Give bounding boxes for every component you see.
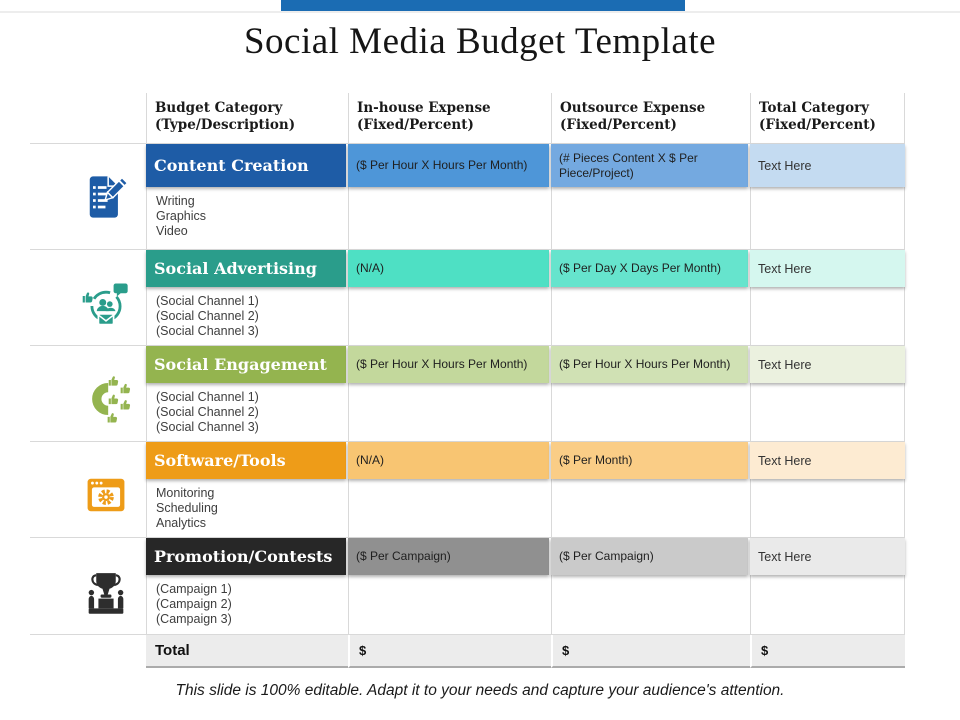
inhouse-expense-cell: ($ Per Hour X Hours Per Month) — [348, 346, 549, 383]
header-total-category — [750, 93, 905, 143]
total-label-cell: Total — [146, 635, 348, 668]
empty-cell — [348, 287, 551, 345]
header-title: Budget Category — [155, 100, 283, 116]
total-spacer-cell — [30, 635, 146, 668]
description-line: (Campaign 3) — [156, 612, 232, 626]
description-line: (Social Channel 1) — [156, 294, 259, 308]
description-line: (Social Channel 2) — [156, 309, 259, 323]
empty-cell — [348, 575, 551, 634]
category-description — [146, 187, 348, 249]
total-inhouse-cell: $ — [348, 635, 551, 668]
description-line: Monitoring — [156, 486, 215, 500]
category-name-cell: Social Advertising — [146, 250, 346, 287]
category-description — [146, 479, 348, 537]
header-subtitle: (Type/Description) — [155, 116, 296, 133]
note-pencil-icon — [80, 171, 132, 223]
total-row — [30, 634, 905, 668]
slide-title: Social Media Budget Template — [243, 21, 717, 62]
section-social-advertising — [30, 249, 905, 345]
empty-cell — [348, 187, 551, 249]
total-total-cell: $ — [750, 635, 905, 668]
software-window-icon — [80, 469, 132, 521]
icon-cell — [30, 538, 146, 634]
header-title: Outsource Expense — [560, 100, 706, 116]
outsource-expense-cell: ($ Per Day X Days Per Month) — [551, 250, 748, 287]
header-spacer-cell — [30, 93, 146, 143]
icon-cell — [30, 442, 146, 537]
icon-cell — [30, 144, 146, 249]
table-header-row — [30, 93, 905, 143]
inhouse-expense-cell: (N/A) — [348, 442, 549, 479]
header-subtitle: (Fixed/Percent) — [560, 116, 677, 133]
category-description — [146, 287, 348, 345]
total-category-cell: Text Here — [750, 250, 905, 287]
description-line: Video — [156, 224, 188, 238]
section-social-engagement — [30, 345, 905, 441]
budget-table — [30, 93, 905, 668]
empty-cell — [551, 479, 750, 537]
footer-note: This slide is 100% editable. Adapt it to your needs and capture your audience's attention. — [175, 682, 785, 699]
description-line: (Social Channel 1) — [156, 390, 259, 404]
description-line: Scheduling — [156, 501, 218, 515]
header-outsource-expense — [551, 93, 750, 143]
outsource-expense-cell: ($ Per Hour X Hours Per Month) — [551, 346, 748, 383]
empty-cell — [750, 575, 905, 634]
header-title: Total Category — [759, 100, 870, 116]
total-category-cell: Text Here — [750, 538, 905, 575]
inhouse-expense-cell: ($ Per Hour X Hours Per Month) — [348, 144, 549, 187]
inhouse-expense-cell: (N/A) — [348, 250, 549, 287]
description-line: (Campaign 2) — [156, 597, 232, 611]
header-inhouse-expense — [348, 93, 551, 143]
empty-cell — [551, 287, 750, 345]
description-line: Graphics — [156, 209, 207, 223]
total-outsource-cell: $ — [551, 635, 750, 668]
empty-cell — [750, 479, 905, 537]
top-accent-bar — [281, 0, 685, 11]
description-line: Writing — [156, 194, 195, 208]
description-line: (Campaign 1) — [156, 582, 232, 596]
empty-cell — [348, 479, 551, 537]
header-subtitle: (Fixed/Percent) — [357, 116, 474, 133]
category-name-cell: Software/Tools — [146, 442, 346, 479]
section-promotion-contests — [30, 537, 905, 634]
empty-cell — [750, 383, 905, 441]
empty-cell — [551, 383, 750, 441]
empty-cell — [750, 187, 905, 249]
social-network-icon — [80, 277, 132, 329]
total-category-cell: Text Here — [750, 144, 905, 187]
header-subtitle: (Fixed/Percent) — [759, 116, 876, 133]
top-divider-line — [0, 11, 960, 13]
total-category-cell: Text Here — [750, 346, 905, 383]
empty-cell — [551, 575, 750, 634]
category-description — [146, 383, 348, 441]
category-description — [146, 575, 348, 634]
header-title: In-house Expense — [357, 100, 491, 116]
description-line: (Social Channel 3) — [156, 324, 259, 338]
magnet-thumbs-icon — [80, 373, 132, 425]
inhouse-expense-cell: ($ Per Campaign) — [348, 538, 549, 575]
header-budget-category — [146, 93, 348, 143]
empty-cell — [551, 187, 750, 249]
total-category-cell: Text Here — [750, 442, 905, 479]
empty-cell — [750, 287, 905, 345]
empty-cell — [348, 383, 551, 441]
description-line: Analytics — [156, 516, 207, 530]
outsource-expense-cell: ($ Per Month) — [551, 442, 748, 479]
trophy-podium-icon — [80, 565, 132, 617]
category-name-cell: Promotion/Contests — [146, 538, 346, 575]
description-line: (Social Channel 3) — [156, 420, 259, 434]
section-content-creation — [30, 143, 905, 249]
category-name-cell: Content Creation — [146, 144, 346, 187]
outsource-expense-cell: (# Pieces Content X $ Per Piece/Project) — [551, 144, 748, 187]
description-line: (Social Channel 2) — [156, 405, 259, 419]
section-software-tools — [30, 441, 905, 537]
outsource-expense-cell: ($ Per Campaign) — [551, 538, 748, 575]
category-name-cell: Social Engagement — [146, 346, 346, 383]
icon-cell — [30, 346, 146, 441]
icon-cell — [30, 250, 146, 345]
